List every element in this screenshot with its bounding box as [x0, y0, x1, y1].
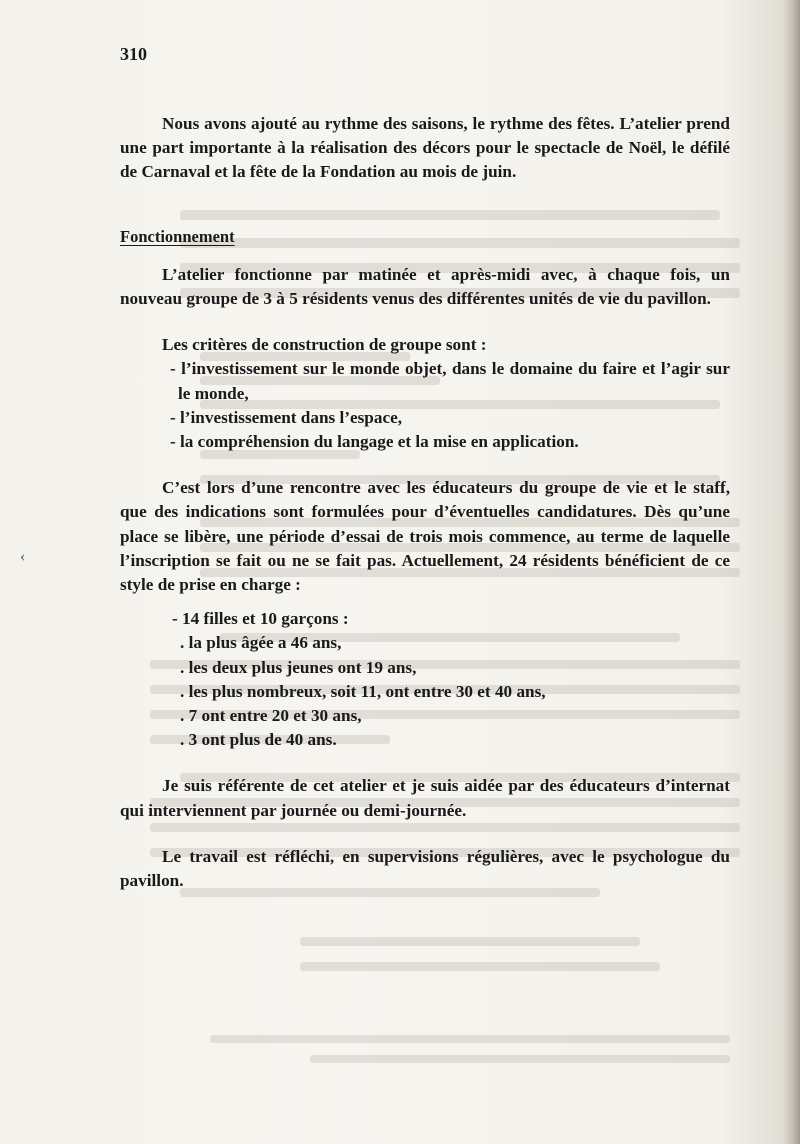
stats-head: - 14 filles et 10 garçons : [172, 609, 349, 629]
page-body [120, 112, 730, 893]
stats-item: . 7 ont entre 20 et 30 ans, [180, 706, 362, 726]
stats-item: . les plus nombreux, soit 11, ont entre 30 et 40 ans, [180, 681, 546, 701]
criteria-intro: Les critères de construction de groupe sont : [162, 335, 487, 355]
criteria-item: - la compréhension du langage et la mise en application. [170, 432, 579, 452]
stats-list [172, 607, 730, 752]
section-heading: Fonctionnement [120, 226, 235, 246]
stats-item: . la plus âgée a 46 ans, [180, 633, 342, 653]
page-number: 310 [120, 44, 147, 64]
criteria-item: - l’investissement dans l’espace, [170, 407, 403, 427]
stats-item: . 3 ont plus de 40 ans. [180, 730, 337, 750]
margin-mark: ‹ [20, 548, 26, 565]
meeting-paragraph: C’est lors d’une rencontre avec les éducateurs du groupe de vie et le staff, que des indications sont formulées pour d’éventuelles candidatures. Dès qu’une place se libère, une période d’essai de trois mois commence, au terme de laquelle l’inscription se fait ou ne se fait pas. Actuellement, 24 résidents bénéficient de ce style de prise en charge : [120, 478, 730, 595]
functioning-paragraph: L’atelier fonctionne par matinée et après-midi avec, à chaque fois, un nouveau groupe de 3 à 5 résidents venus des différentes unités de vie du pavillon. [120, 264, 730, 309]
criteria-list [170, 357, 730, 454]
intro-paragraph: Nous avons ajouté au rythme des saisons, le rythme des fêtes. L’atelier prend une part importante à la réalisation des décors pour le spectacle de Noël, le défilé de Carnaval et la fête de la Fondation au mois de juin. [120, 114, 730, 182]
criteria-item: - l’investissement sur le monde objet, dans le domaine du faire et l’agir sur le monde, [170, 359, 730, 403]
work-paragraph: Le travail est réfléchi, en supervisions régulières, avec le psychologue du pavillon. [120, 846, 730, 891]
page-edge-shadow [782, 0, 800, 1144]
stats-item: . les deux plus jeunes ont 19 ans, [180, 657, 417, 677]
referent-paragraph: Je suis référente de cet atelier et je suis aidée par des éducateurs d’internat qui interviennent par journée ou demi-journée. [120, 776, 730, 820]
